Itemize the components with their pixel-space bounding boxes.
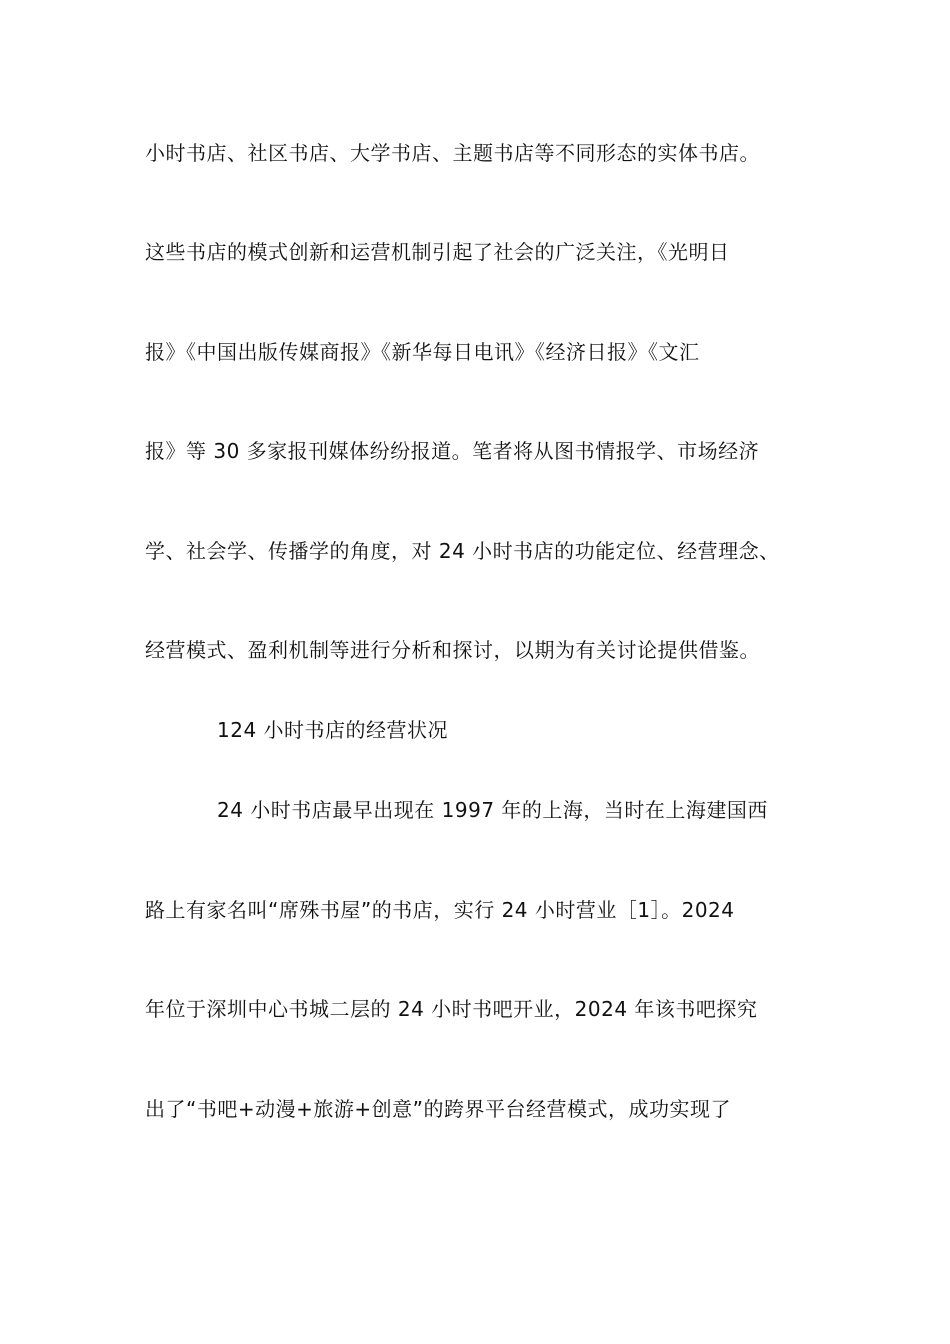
paragraph2-line-3: 年位于深圳中心书城二层的 24 小时书吧开业，2024 年该书吧探究 [145,997,758,1021]
paragraph2-line-4: 出了“书吧+动漫+旅游+创意”的跨界平台经营模式，成功实现了 [145,1097,731,1121]
paragraph-line-6: 经营模式、盈利机制等进行分析和探讨，以期为有关讨论提供借鉴。 [145,638,760,662]
paragraph-line-5: 学、社会学、传播学的角度，对 24 小时书店的功能定位、经营理念、 [145,539,780,563]
paragraph2-line-2: 路上有家名叫“席殊书屋”的书店，实行 24 小时营业［1］。2024 [145,898,735,922]
paragraph-line-1: 小时书店、社区书店、大学书店、主题书店等不同形态的实体书店。 [145,141,760,165]
paragraph-line-2: 这些书店的模式创新和运营机制引起了社会的广泛关注，《光明日 [145,240,730,264]
paragraph-line-4: 报》等 30 多家报刊媒体纷纷报道。笔者将从图书情报学、市场经济 [145,439,760,463]
paragraph2-line-1: 24 小时书店最早出现在 1997 年的上海，当时在上海建国西 [217,798,768,822]
paragraph-line-3: 报》《中国出版传媒商报》《新华每日电讯》《经济日报》《文汇 [145,340,700,364]
section-heading: 124 小时书店的经营状况 [217,718,449,742]
